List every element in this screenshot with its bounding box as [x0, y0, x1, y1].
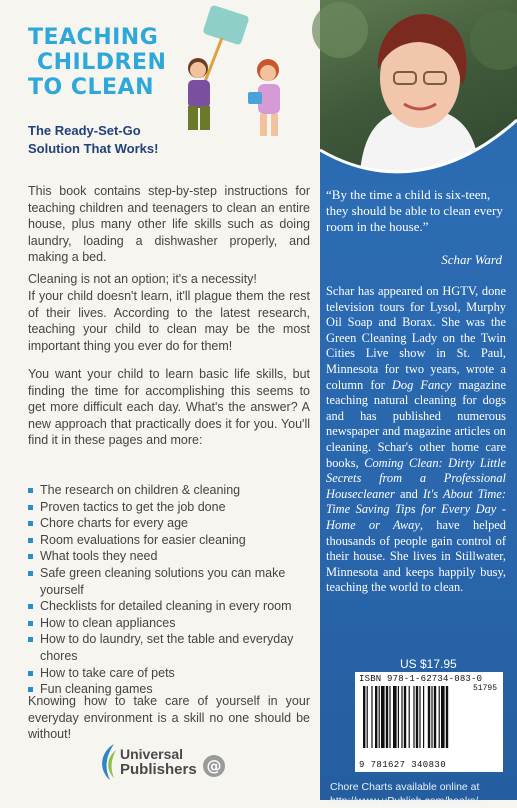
- bullet-icon: [28, 554, 33, 559]
- list-item-text: What tools they need: [40, 549, 158, 564]
- list-item: [28, 631, 318, 664]
- barcode-bar: [439, 686, 440, 748]
- barcode-bar: [428, 686, 430, 748]
- bullet-icon: [28, 621, 33, 626]
- svg-text:@: @: [206, 757, 222, 775]
- barcode-bar: [389, 686, 390, 748]
- list-item-text: Checklists for detailed cleaning in every room: [40, 599, 292, 614]
- list-item: [28, 598, 318, 615]
- list-item: [28, 615, 318, 632]
- bullet-icon: [28, 604, 33, 609]
- bio-magazine-title: Dog Fancy: [391, 377, 452, 392]
- bullet-icon: [28, 571, 33, 576]
- isbn-text: ISBN 978-1-62734-083-0: [359, 674, 483, 684]
- publisher-logo: [96, 742, 236, 782]
- barcode-bar: [423, 686, 424, 748]
- bio-text-1: Schar has appeared on HGTV, done television tours for Lysol, Murphy Oil Soap and Borax. She was the Green Cleaning Lady on the Twin Cities Live show in St. Paul, Minnesota for two years, wrote a column for: [326, 284, 506, 392]
- necessity-paragraph: Cleaning is not an option; it's a necessity!: [28, 272, 257, 286]
- list-item-text: The research on children & cleaning: [40, 483, 241, 497]
- children-cleaning-illustration: [170, 10, 310, 150]
- barcode-digits: 9 781627 340830: [359, 760, 447, 770]
- intro-paragraph: This book contains step-by-step instructions for teaching children and teenagers to clean an entire house, plus many other life skills such as doing laundry, loading a dishwasher properly, and making a bed.: [28, 184, 310, 265]
- bio-text-4: , have helped thousands of people gain control of their house. She lives in Stillwater, Minnesota and keeps happily busy, teaching the world to clean.: [326, 517, 506, 595]
- bio-book-title-1: Coming Clean: Dirty Little Secrets from a Professional Housecleaner: [326, 455, 506, 501]
- barcode-bar: [413, 686, 414, 748]
- list-item: [28, 532, 318, 549]
- list-item-text: Proven tactics to get the job done: [40, 499, 226, 514]
- barcode-bar: [367, 686, 368, 748]
- barcode-bar: [404, 686, 406, 748]
- closing-paragraph: Knowing how to take care of yourself in your everyday environment is a skill no one should be without!: [28, 694, 310, 742]
- subtitle-line-1: The Ready-Set-Go: [28, 123, 141, 138]
- barcode-bar: [386, 686, 388, 748]
- approach-paragraph: You want your child to learn basic life skills, but finding the time for accomplishing this seems to get more difficult each day. What's the answer? A new approach that practically does it for you. You'll find it in these pages and more:: [28, 367, 310, 448]
- barcode-bar: [409, 686, 410, 748]
- list-item: [28, 665, 318, 682]
- title-line-1: TEACHING: [28, 25, 159, 50]
- bullet-icon: [28, 637, 33, 642]
- at-sign-icon: [202, 754, 226, 778]
- author-quote: “By the time a child is six-teen, they should be able to clean every room in the house.”: [326, 187, 503, 234]
- plague-paragraph: If your child doesn't learn, it'll plague them the rest of their lives. According to the latest research, teaching your child to clean may be the most important thing you ever do for them!: [28, 289, 310, 353]
- price-label: US $17.95: [400, 657, 457, 671]
- chore-charts-url[interactable]: http://www.uPublish.com/books/...: [330, 795, 487, 807]
- list-item: [28, 565, 318, 598]
- bullet-icon: [28, 521, 33, 526]
- list-item: [28, 482, 318, 499]
- barcode-bar: [401, 686, 402, 748]
- barcode-bar: [431, 686, 432, 748]
- bullet-icon: [28, 687, 33, 692]
- photo-wave-divider: [320, 0, 517, 185]
- publisher-swoosh-icon: [96, 742, 118, 782]
- bio-text-3: and: [394, 486, 424, 501]
- barcode-bar: [375, 686, 377, 748]
- list-item-text: Fun cleaning games: [40, 682, 153, 697]
- list-item: [28, 515, 318, 532]
- barcode-bar: [363, 686, 365, 748]
- barcode-bar: [398, 686, 399, 748]
- title-line-2: CHILDREN: [37, 50, 167, 75]
- barcode-bars: [361, 686, 497, 758]
- barcode-bar: [441, 686, 445, 748]
- barcode-bar: [434, 686, 436, 748]
- list-item-text: Chore charts for every age: [40, 516, 188, 531]
- chore-charts-note: Chore Charts available online at: [330, 781, 480, 793]
- title-line-3: TO CLEAN: [28, 75, 154, 100]
- barcode-bar: [381, 686, 385, 748]
- barcode-bar: [419, 686, 420, 748]
- list-item-text: How to clean appliances: [40, 615, 176, 630]
- isbn-barcode: [355, 672, 503, 772]
- barcode-bar: [393, 686, 397, 748]
- list-item-text: How to do laundry, set the table and everyday chores: [40, 632, 294, 663]
- bullet-icon: [28, 671, 33, 676]
- barcode-bar: [379, 686, 380, 748]
- barcode-bar: [446, 686, 448, 748]
- barcode-bar: [416, 686, 418, 748]
- barcode-price-code: 51795: [472, 684, 497, 693]
- bio-book-title-2: It's About Time: Time Saving Tips for Every Day - Home or Away: [326, 486, 506, 532]
- bullet-icon: [28, 488, 33, 493]
- publisher-name-line-2: Publishers: [120, 761, 197, 778]
- feature-list: [28, 482, 318, 698]
- list-item: [28, 548, 318, 565]
- subtitle-line-2: Solution That Works!: [28, 141, 159, 156]
- list-item-text: Room evaluations for easier cleaning: [40, 532, 246, 547]
- bio-text-2: magazine teaching natural cleaning for dogs and has published numerous newspaper and magazine articles on cleaning. Schar's other home care books,: [326, 377, 506, 470]
- list-item-text: How to take care of pets: [40, 665, 175, 680]
- barcode-bar: [371, 686, 372, 748]
- publisher-name-line-1: Universal: [120, 746, 184, 762]
- bullet-icon: [28, 505, 33, 510]
- list-item: [28, 499, 318, 516]
- bullet-icon: [28, 538, 33, 543]
- list-item-text: Safe green cleaning solutions you can make yourself: [40, 565, 286, 597]
- quote-attribution: Schar Ward: [441, 252, 502, 267]
- author-bio: [326, 284, 506, 596]
